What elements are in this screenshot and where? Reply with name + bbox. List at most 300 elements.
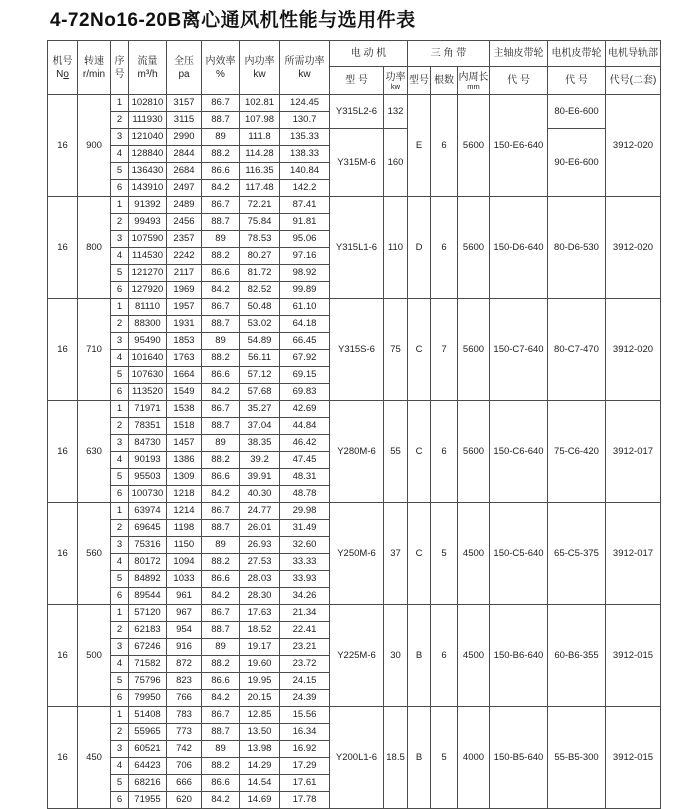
cell-seq: 4 (111, 656, 129, 673)
cell-required-power: 97.16 (280, 248, 330, 265)
cell-belt-length: 4500 (458, 605, 490, 707)
cell-flow: 136430 (129, 163, 167, 180)
col-motor-rail: 电机导轨部 (606, 41, 661, 67)
cell-efficiency: 88.2 (202, 146, 240, 163)
cell-seq: 6 (111, 588, 129, 605)
cell-seq: 6 (111, 282, 129, 299)
cell-motor-power: 55 (384, 401, 408, 503)
cell-motor-model: Y315L2-6 (330, 95, 384, 129)
cell-flow: 84892 (129, 571, 167, 588)
cell-internal-power: 39.2 (240, 452, 280, 469)
cell-pressure: 1763 (167, 350, 202, 367)
cell-pressure: 1094 (167, 554, 202, 571)
cell-flow: 91392 (129, 197, 167, 214)
cell-pressure: 2844 (167, 146, 202, 163)
cell-required-power: 67.92 (280, 350, 330, 367)
cell-pressure: 2117 (167, 265, 202, 282)
cell-required-power: 17.29 (280, 758, 330, 775)
cell-rail-code: 3912-015 (606, 707, 661, 809)
cell-flow: 75796 (129, 673, 167, 690)
col-speed: 转速 r/min (78, 41, 111, 95)
cell-efficiency: 86.7 (202, 299, 240, 316)
cell-efficiency: 88.7 (202, 622, 240, 639)
col-efficiency: 内效率 % (202, 41, 240, 95)
col-machine-no: 机号 No (48, 41, 78, 95)
cell-flow: 51408 (129, 707, 167, 724)
cell-required-power: 15.56 (280, 707, 330, 724)
cell-pressure: 1309 (167, 469, 202, 486)
cell-pressure: 766 (167, 690, 202, 707)
col-belt-model: 型号 (408, 67, 431, 95)
cell-internal-power: 56.11 (240, 350, 280, 367)
cell-efficiency: 86.7 (202, 95, 240, 112)
cell-flow: 80172 (129, 554, 167, 571)
cell-pressure: 1518 (167, 418, 202, 435)
cell-flow: 111930 (129, 112, 167, 129)
cell-motor-power: 110 (384, 197, 408, 299)
cell-internal-power: 20.15 (240, 690, 280, 707)
cell-flow: 128840 (129, 146, 167, 163)
cell-pressure: 1549 (167, 384, 202, 401)
cell-flow: 113520 (129, 384, 167, 401)
cell-required-power: 44.84 (280, 418, 330, 435)
cell-efficiency: 84.2 (202, 792, 240, 809)
cell-seq: 3 (111, 537, 129, 554)
table-header (48, 41, 661, 95)
cell-required-power: 124.45 (280, 95, 330, 112)
cell-efficiency: 89 (202, 435, 240, 452)
cell-internal-power: 111.8 (240, 129, 280, 146)
cell-required-power: 34.26 (280, 588, 330, 605)
col-internal-power: 内功率 kw (240, 41, 280, 95)
cell-flow: 71955 (129, 792, 167, 809)
cell-main-pulley-code: 150-B5-640 (490, 707, 548, 809)
cell-efficiency: 89 (202, 537, 240, 554)
col-belt-count: 根数 (431, 67, 458, 95)
cell-belt-model: C (408, 299, 431, 401)
cell-required-power: 140.84 (280, 163, 330, 180)
col-motor-model: 型 号 (330, 67, 384, 95)
cell-internal-power: 37.04 (240, 418, 280, 435)
cell-speed: 710 (78, 299, 111, 401)
cell-motor-pulley-code: 65-C5-375 (548, 503, 606, 605)
cell-pressure: 961 (167, 588, 202, 605)
cell-pressure: 1969 (167, 282, 202, 299)
cell-flow: 57120 (129, 605, 167, 622)
fan-performance-table (47, 40, 661, 809)
cell-motor-model: Y250M-6 (330, 503, 384, 605)
cell-seq: 4 (111, 554, 129, 571)
cell-machine-no: 16 (48, 503, 78, 605)
cell-machine-no: 16 (48, 197, 78, 299)
table-row (48, 401, 661, 418)
cell-efficiency: 88.2 (202, 656, 240, 673)
cell-pressure: 2357 (167, 231, 202, 248)
table-row (48, 197, 661, 214)
cell-speed: 630 (78, 401, 111, 503)
cell-internal-power: 28.30 (240, 588, 280, 605)
cell-internal-power: 38.35 (240, 435, 280, 452)
cell-pressure: 783 (167, 707, 202, 724)
cell-flow: 60521 (129, 741, 167, 758)
cell-seq: 2 (111, 520, 129, 537)
cell-internal-power: 81.72 (240, 265, 280, 282)
col-pressure: 全压 pa (167, 41, 202, 95)
cell-seq: 4 (111, 248, 129, 265)
cell-belt-count: 7 (431, 299, 458, 401)
table-row (48, 503, 661, 520)
cell-flow: 79950 (129, 690, 167, 707)
cell-seq: 4 (111, 758, 129, 775)
cell-required-power: 69.83 (280, 384, 330, 401)
cell-rail-code: 3912-017 (606, 503, 661, 605)
cell-seq: 5 (111, 775, 129, 792)
cell-flow: 71971 (129, 401, 167, 418)
cell-belt-length: 5600 (458, 197, 490, 299)
cell-main-pulley-code: 150-C5-640 (490, 503, 548, 605)
cell-seq: 6 (111, 690, 129, 707)
cell-flow: 84730 (129, 435, 167, 452)
cell-flow: 127920 (129, 282, 167, 299)
cell-efficiency: 86.7 (202, 401, 240, 418)
cell-pressure: 1033 (167, 571, 202, 588)
cell-seq: 5 (111, 163, 129, 180)
cell-pressure: 954 (167, 622, 202, 639)
cell-rail-code: 3912-020 (606, 197, 661, 299)
cell-flow: 100730 (129, 486, 167, 503)
cell-efficiency: 88.7 (202, 112, 240, 129)
col-seq: 序 号 (111, 41, 129, 95)
cell-required-power: 23.21 (280, 639, 330, 656)
cell-flow: 88300 (129, 316, 167, 333)
cell-efficiency: 89 (202, 639, 240, 656)
cell-internal-power: 107.98 (240, 112, 280, 129)
cell-pressure: 916 (167, 639, 202, 656)
cell-seq: 1 (111, 95, 129, 112)
cell-pressure: 967 (167, 605, 202, 622)
cell-main-pulley-code: 150-D6-640 (490, 197, 548, 299)
cell-flow: 101640 (129, 350, 167, 367)
cell-internal-power: 24.77 (240, 503, 280, 520)
cell-motor-pulley-code: 60-B6-355 (548, 605, 606, 707)
cell-belt-count: 5 (431, 503, 458, 605)
cell-internal-power: 19.17 (240, 639, 280, 656)
cell-internal-power: 114.28 (240, 146, 280, 163)
cell-seq: 2 (111, 418, 129, 435)
cell-pressure: 1853 (167, 333, 202, 350)
cell-internal-power: 40.30 (240, 486, 280, 503)
cell-seq: 6 (111, 486, 129, 503)
cell-pressure: 2990 (167, 129, 202, 146)
cell-seq: 1 (111, 707, 129, 724)
cell-efficiency: 84.2 (202, 690, 240, 707)
col-required-power: 所需功率 kw (280, 41, 330, 95)
table-row (48, 605, 661, 622)
table-row (48, 129, 661, 146)
cell-required-power: 32.60 (280, 537, 330, 554)
cell-flow: 90193 (129, 452, 167, 469)
cell-required-power: 138.33 (280, 146, 330, 163)
cell-pressure: 1457 (167, 435, 202, 452)
cell-flow: 121270 (129, 265, 167, 282)
cell-internal-power: 13.98 (240, 741, 280, 758)
cell-required-power: 142.2 (280, 180, 330, 197)
cell-flow: 107590 (129, 231, 167, 248)
cell-required-power: 24.15 (280, 673, 330, 690)
cell-internal-power: 72.21 (240, 197, 280, 214)
cell-internal-power: 116.35 (240, 163, 280, 180)
cell-pressure: 1538 (167, 401, 202, 418)
cell-seq: 4 (111, 146, 129, 163)
cell-pressure: 1664 (167, 367, 202, 384)
page-title: 4-72No16-20B离心通风机性能与选用件表 (50, 10, 416, 31)
col-rail-code: 代号(二套) (606, 67, 661, 95)
cell-flow: 89544 (129, 588, 167, 605)
cell-required-power: 135.33 (280, 129, 330, 146)
cell-main-pulley-code: 150-C7-640 (490, 299, 548, 401)
cell-seq: 5 (111, 571, 129, 588)
cell-seq: 2 (111, 214, 129, 231)
cell-efficiency: 86.6 (202, 571, 240, 588)
col-flow: 流量 m³/h (129, 41, 167, 95)
cell-motor-pulley-code: 90-E6-600 (548, 129, 606, 197)
cell-internal-power: 117.48 (240, 180, 280, 197)
cell-required-power: 98.92 (280, 265, 330, 282)
cell-machine-no: 16 (48, 299, 78, 401)
cell-belt-count: 6 (431, 401, 458, 503)
cell-pressure: 823 (167, 673, 202, 690)
cell-seq: 6 (111, 180, 129, 197)
cell-pressure: 3157 (167, 95, 202, 112)
cell-seq: 5 (111, 469, 129, 486)
cell-efficiency: 88.2 (202, 452, 240, 469)
cell-belt-count: 6 (431, 605, 458, 707)
table-row (48, 707, 661, 724)
cell-rail-code: 3912-015 (606, 605, 661, 707)
cell-efficiency: 88.2 (202, 248, 240, 265)
cell-machine-no: 16 (48, 707, 78, 809)
cell-belt-length: 5600 (458, 95, 490, 197)
cell-seq: 2 (111, 316, 129, 333)
cell-seq: 3 (111, 741, 129, 758)
cell-belt-model: B (408, 707, 431, 809)
cell-internal-power: 75.84 (240, 214, 280, 231)
cell-seq: 5 (111, 673, 129, 690)
cell-efficiency: 86.7 (202, 707, 240, 724)
cell-seq: 1 (111, 605, 129, 622)
cell-required-power: 22.41 (280, 622, 330, 639)
cell-flow: 62183 (129, 622, 167, 639)
cell-required-power: 16.92 (280, 741, 330, 758)
cell-efficiency: 88.7 (202, 418, 240, 435)
cell-required-power: 31.49 (280, 520, 330, 537)
cell-belt-count: 6 (431, 95, 458, 197)
cell-pressure: 1386 (167, 452, 202, 469)
cell-required-power: 23.72 (280, 656, 330, 673)
cell-flow: 102810 (129, 95, 167, 112)
cell-flow: 121040 (129, 129, 167, 146)
cell-required-power: 64.18 (280, 316, 330, 333)
cell-main-pulley-code: 150-B6-640 (490, 605, 548, 707)
cell-flow: 81110 (129, 299, 167, 316)
cell-required-power: 48.78 (280, 486, 330, 503)
cell-belt-model: B (408, 605, 431, 707)
cell-required-power: 42.69 (280, 401, 330, 418)
cell-efficiency: 84.2 (202, 384, 240, 401)
cell-efficiency: 89 (202, 231, 240, 248)
cell-flow: 55965 (129, 724, 167, 741)
cell-pressure: 2684 (167, 163, 202, 180)
cell-required-power: 21.34 (280, 605, 330, 622)
cell-seq: 6 (111, 792, 129, 809)
cell-required-power: 87.41 (280, 197, 330, 214)
cell-belt-length: 4000 (458, 707, 490, 809)
cell-main-pulley-code: 150-C6-640 (490, 401, 548, 503)
cell-efficiency: 84.2 (202, 180, 240, 197)
cell-required-power: 69.15 (280, 367, 330, 384)
cell-internal-power: 50.48 (240, 299, 280, 316)
cell-pressure: 742 (167, 741, 202, 758)
cell-internal-power: 35.27 (240, 401, 280, 418)
cell-internal-power: 39.91 (240, 469, 280, 486)
cell-efficiency: 88.7 (202, 316, 240, 333)
cell-speed: 800 (78, 197, 111, 299)
cell-required-power: 99.89 (280, 282, 330, 299)
cell-required-power: 47.45 (280, 452, 330, 469)
cell-motor-model: Y315S-6 (330, 299, 384, 401)
cell-motor-model: Y315L1-6 (330, 197, 384, 299)
cell-internal-power: 12.85 (240, 707, 280, 724)
cell-pressure: 620 (167, 792, 202, 809)
cell-internal-power: 26.01 (240, 520, 280, 537)
cell-efficiency: 89 (202, 333, 240, 350)
cell-internal-power: 18.52 (240, 622, 280, 639)
col-group-motor: 电 动 机 (330, 41, 408, 67)
cell-speed: 560 (78, 503, 111, 605)
cell-flow: 107630 (129, 367, 167, 384)
table-row (48, 95, 661, 112)
cell-internal-power: 102.81 (240, 95, 280, 112)
cell-seq: 5 (111, 265, 129, 282)
cell-seq: 1 (111, 503, 129, 520)
cell-required-power: 66.45 (280, 333, 330, 350)
cell-main-pulley-code: 150-E6-640 (490, 95, 548, 197)
cell-internal-power: 78.53 (240, 231, 280, 248)
cell-internal-power: 82.52 (240, 282, 280, 299)
cell-required-power: 95.06 (280, 231, 330, 248)
cell-seq: 6 (111, 384, 129, 401)
cell-pressure: 2456 (167, 214, 202, 231)
cell-pressure: 872 (167, 656, 202, 673)
col-belt-length: 内周长 mm (458, 67, 490, 95)
cell-flow: 63974 (129, 503, 167, 520)
cell-internal-power: 13.50 (240, 724, 280, 741)
cell-seq: 3 (111, 333, 129, 350)
cell-belt-model: C (408, 503, 431, 605)
cell-pressure: 2489 (167, 197, 202, 214)
cell-belt-length: 5600 (458, 299, 490, 401)
cell-required-power: 24.39 (280, 690, 330, 707)
cell-motor-pulley-code: 80-C7-470 (548, 299, 606, 401)
col-motor-pulley: 电机皮带轮 (548, 41, 606, 67)
cell-required-power: 48.31 (280, 469, 330, 486)
cell-efficiency: 86.6 (202, 265, 240, 282)
cell-flow: 78351 (129, 418, 167, 435)
cell-internal-power: 19.60 (240, 656, 280, 673)
table-row (48, 299, 661, 316)
cell-required-power: 29.98 (280, 503, 330, 520)
cell-motor-model: Y225M-6 (330, 605, 384, 707)
cell-pressure: 773 (167, 724, 202, 741)
cell-pressure: 2242 (167, 248, 202, 265)
cell-seq: 3 (111, 129, 129, 146)
cell-seq: 3 (111, 231, 129, 248)
cell-pressure: 1931 (167, 316, 202, 333)
cell-flow: 64423 (129, 758, 167, 775)
cell-pressure: 666 (167, 775, 202, 792)
cell-internal-power: 28.03 (240, 571, 280, 588)
cell-motor-pulley-code: 80-E6-600 (548, 95, 606, 129)
cell-efficiency: 86.7 (202, 605, 240, 622)
cell-required-power: 33.93 (280, 571, 330, 588)
cell-motor-power: 18.5 (384, 707, 408, 809)
cell-seq: 1 (111, 197, 129, 214)
cell-pressure: 706 (167, 758, 202, 775)
cell-internal-power: 14.54 (240, 775, 280, 792)
cell-motor-model: Y200L1-6 (330, 707, 384, 809)
cell-internal-power: 17.63 (240, 605, 280, 622)
cell-motor-power: 75 (384, 299, 408, 401)
col-motor-power: 功率 kw (384, 67, 408, 95)
cell-internal-power: 19.95 (240, 673, 280, 690)
col-group-vbelt: 三 角 带 (408, 41, 490, 67)
cell-flow: 143910 (129, 180, 167, 197)
cell-flow: 99493 (129, 214, 167, 231)
cell-flow: 95490 (129, 333, 167, 350)
cell-efficiency: 88.2 (202, 758, 240, 775)
cell-seq: 2 (111, 622, 129, 639)
cell-belt-count: 5 (431, 707, 458, 809)
cell-rail-code: 3912-017 (606, 401, 661, 503)
cell-pressure: 1218 (167, 486, 202, 503)
cell-required-power: 16.34 (280, 724, 330, 741)
cell-belt-length: 5600 (458, 401, 490, 503)
cell-required-power: 91.81 (280, 214, 330, 231)
cell-internal-power: 26.93 (240, 537, 280, 554)
cell-flow: 69645 (129, 520, 167, 537)
cell-rail-code: 3912-020 (606, 299, 661, 401)
cell-efficiency: 86.6 (202, 673, 240, 690)
cell-efficiency: 84.2 (202, 486, 240, 503)
cell-efficiency: 88.7 (202, 520, 240, 537)
cell-pressure: 2497 (167, 180, 202, 197)
cell-internal-power: 53.02 (240, 316, 280, 333)
cell-belt-count: 6 (431, 197, 458, 299)
cell-pressure: 3115 (167, 112, 202, 129)
cell-motor-pulley-code: 80-D6-530 (548, 197, 606, 299)
cell-internal-power: 14.69 (240, 792, 280, 809)
cell-belt-model: D (408, 197, 431, 299)
cell-belt-model: C (408, 401, 431, 503)
cell-efficiency: 84.2 (202, 588, 240, 605)
cell-seq: 4 (111, 452, 129, 469)
cell-efficiency: 84.2 (202, 282, 240, 299)
cell-required-power: 33.33 (280, 554, 330, 571)
cell-motor-power: 37 (384, 503, 408, 605)
cell-required-power: 130.7 (280, 112, 330, 129)
cell-seq: 2 (111, 724, 129, 741)
cell-motor-power: 30 (384, 605, 408, 707)
